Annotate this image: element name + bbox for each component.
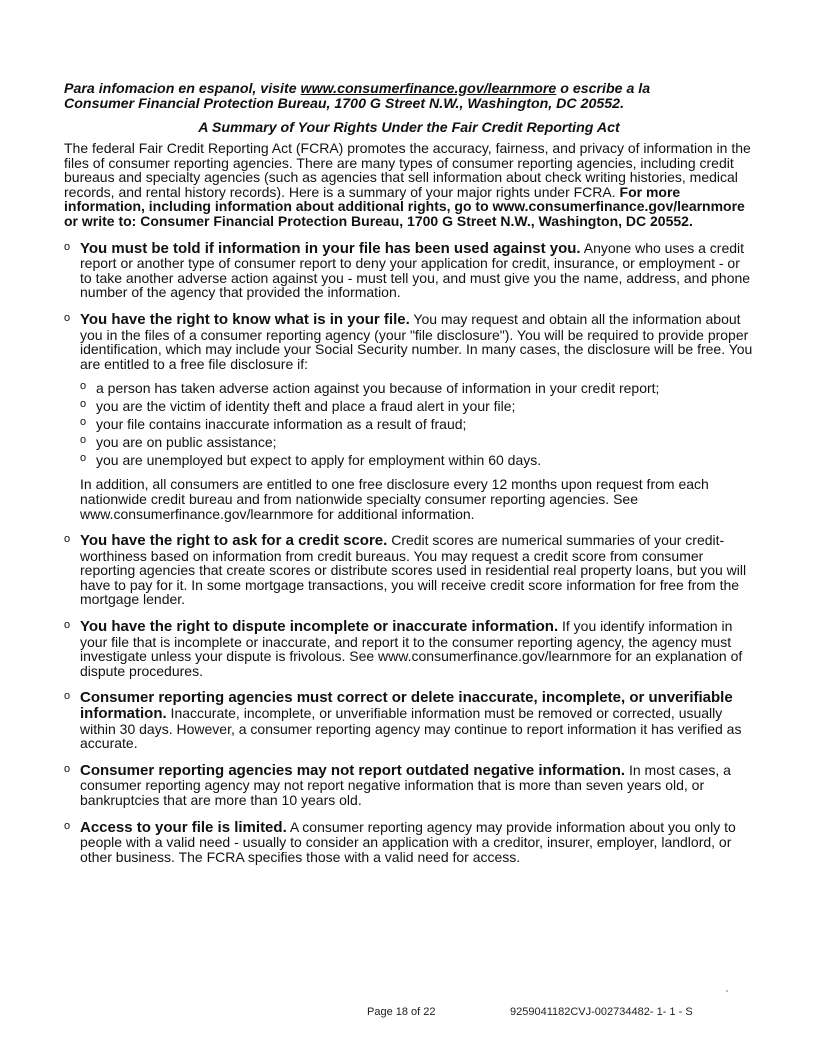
rights-item-heading: You have the right to dispute incomplete or inaccurate information. — [80, 618, 559, 636]
intro-text: The federal Fair Credit Reporting Act (FCRA) promotes the accuracy, fairness, and privacy of information in the files of consumer reporting agencies. There are many types of consumer reporting agencies, including credit bureaus and specialty agencies (such as agencies that sell information about check writing histories, medical records, and rental history records). Here is a summary of your major rights under FCRA. — [64, 140, 751, 200]
rights-item — [64, 690, 754, 750]
condition-text: you are unemployed but expect to apply for employment within 60 days. — [96, 452, 542, 469]
condition-item — [80, 398, 754, 414]
rights-item-heading: You have the right to ask for a credit score. — [80, 532, 388, 550]
bullet-mark: o — [64, 533, 71, 546]
rights-item-text: Inaccurate, incomplete, or unverifiable information must be removed or corrected, usually within 30 days. However, a consumer reporting agency may continue to report information it has verified as accurate. — [80, 705, 742, 752]
rights-item-heading: You have the right to know what is in your file. — [80, 310, 410, 328]
rights-item-heading: Consumer reporting agencies may not report outdated negative information. — [80, 761, 626, 779]
bullet-mark: o — [64, 762, 71, 775]
bullet-mark: o — [64, 690, 71, 703]
rights-item-heading: You must be told if information in your file has been used against you. — [80, 239, 581, 257]
bullet-mark: o — [64, 619, 71, 632]
rights-item-followup: In addition, all consumers are entitled to one free disclosure every 12 months upon request from each nationwide credit bureau and from nationwide specialty consumer reporting agencies. See www.consumerfinance.gov/learnmore for additional information. — [80, 476, 709, 522]
bullet-mark: o — [80, 434, 87, 447]
condition-item — [80, 416, 754, 432]
rights-item — [64, 312, 754, 521]
scan-speck — [726, 990, 728, 992]
rights-item — [64, 820, 754, 865]
rights-item-text: A consumer reporting agency may provide information about you only to people with a valid need - usually to consider an application with a creditor, insurer, employer, landlord, or other business. The FCRA specifies those with a valid need for access. — [80, 818, 736, 865]
condition-text: a person has taken adverse action against you because of information in your credit report; — [96, 380, 660, 397]
rights-item-heading: Consumer reporting agencies must correct or delete inaccurate, incomplete, or unverifiable information. — [80, 689, 733, 723]
rights-item — [64, 763, 754, 808]
bullet-mark: o — [64, 240, 71, 253]
rights-item-text: In most cases, a consumer reporting agency may not report negative information that is more than seven years old, or bankruptcies that are more than 10 years old. — [80, 761, 731, 808]
document-title: A Summary of Your Rights Under the Fair Credit Reporting Act — [198, 120, 620, 136]
bullet-mark: o — [80, 452, 87, 465]
rights-item — [64, 241, 754, 300]
rights-item-heading: Access to your file is limited. — [80, 818, 287, 836]
bullet-mark: o — [80, 416, 87, 429]
document-code: 9259041182CVJ-002734482- 1- 1 - S — [510, 1006, 693, 1018]
intro-paragraph — [64, 141, 754, 229]
condition-text: you are on public assistance; — [96, 434, 277, 451]
spanish-notice — [64, 82, 754, 112]
rights-item-text: Credit scores are numerical summaries of your credit-worthiness based on information from credit bureaus. You may request a credit score from consumer reporting agencies that create scores or distribute scores used in residential real property loans, but you will have to pay for it. In some mortgage transactions, you will receive credit score information for free from the mortgage lender. — [80, 532, 747, 608]
bullet-mark: o — [80, 398, 87, 411]
rights-item-text: You may request and obtain all the information about you in the files of a consumer reporting agency (your "file disclosure"). You will be required to provide proper identification, which may include your Social Security number. In many cases, the disclosure will be free. You are entitled to a free file disclosure if: — [80, 310, 753, 372]
condition-item — [80, 434, 754, 450]
condition-item — [80, 452, 754, 468]
bullet-mark: o — [64, 819, 71, 832]
bullet-mark: o — [80, 380, 87, 393]
rights-item — [64, 619, 754, 678]
spanish-line1-post: o escribe a la — [556, 81, 651, 97]
rights-list — [64, 241, 754, 865]
rights-item-text: If you identify information in your file that is incomplete or inaccurate, and report it to the consumer reporting agency, the agency must investigate unless your dispute is frivolous. See www.consumerfinance.gov/learnmore for an explanation of dispute procedures. — [80, 618, 743, 679]
document-page — [64, 82, 754, 876]
rights-item — [64, 533, 754, 607]
page-number: Page 18 of 22 — [367, 1006, 436, 1018]
spanish-line1-pre: Para infomacion en espanol, visite — [64, 81, 301, 97]
condition-text: you are the victim of identity theft and place a fraud alert in your file; — [96, 398, 516, 415]
intro-bold: For more information, including information about additional rights, go to www.consumerfinance.gov/learnmore or write to: Consumer Financial Protection Bureau, 1700 G Street N.W., Washington, DC 20552. — [64, 183, 745, 229]
spanish-line2: Consumer Financial Protection Bureau, 1700 G Street N.W., Washington, DC 20552. — [64, 96, 625, 112]
bullet-mark: o — [64, 311, 71, 324]
rights-item-text: Anyone who uses a credit report or another type of consumer report to deny your application for credit, insurance, or employment - or to take another adverse action against you - must tell you, and must give you the name, address, and phone number of the agency that provided the information. — [80, 239, 751, 301]
condition-text: your file contains inaccurate information as a result of fraud; — [96, 416, 467, 433]
spanish-link[interactable]: www.consumerfinance.gov/learnmore — [300, 81, 557, 97]
disclosure-conditions — [80, 380, 754, 468]
condition-item — [80, 380, 754, 396]
